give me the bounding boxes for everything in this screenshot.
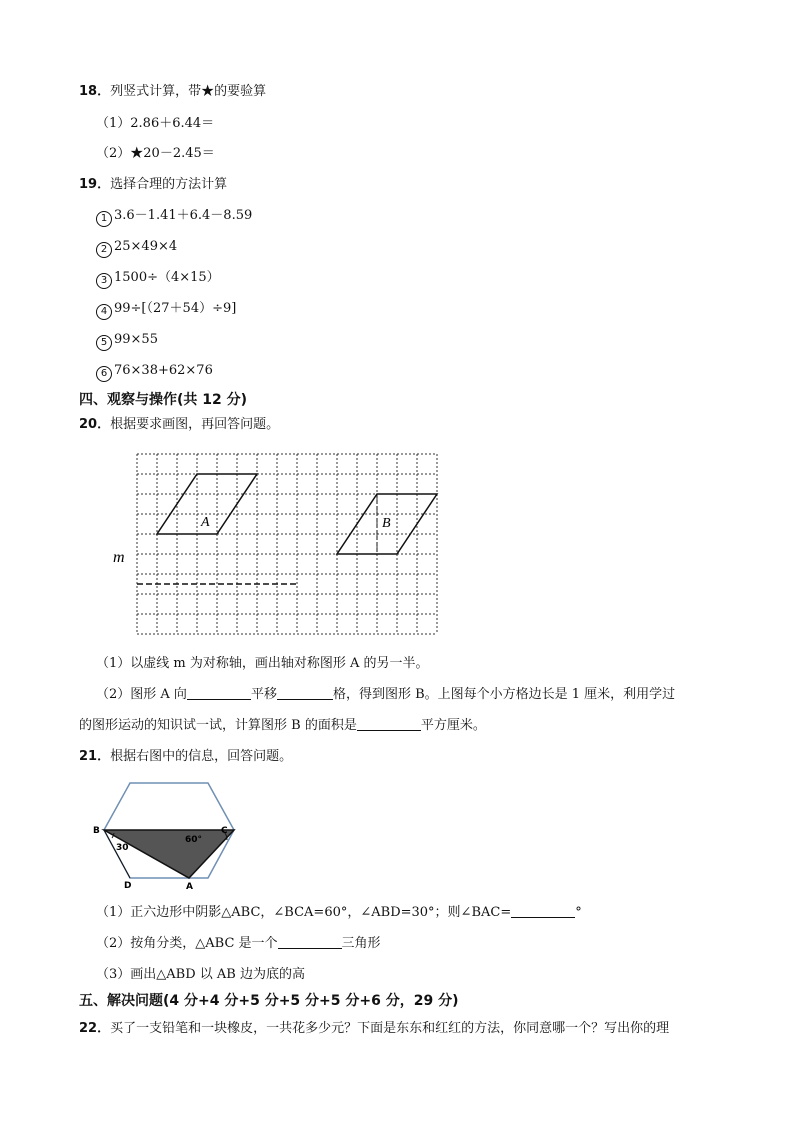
q20-part-2-text-b: 平移 — [250, 687, 277, 702]
q18-title: 列竖式计算，带★的要验算 — [110, 84, 267, 99]
circled-number-2: 2 — [96, 242, 112, 258]
q21-part-1-text: （1）正六边形中阴影△ABC，∠BCA=60°，∠ABD=30°；则∠BAC= — [96, 905, 512, 920]
answer-blank-direction[interactable] — [187, 687, 251, 700]
q19-item-text: 1500÷（4×15） — [114, 270, 220, 285]
q19-item-text: 76×38+62×76 — [114, 363, 213, 378]
section-4-heading: 四、观察与操作(共 12 分) — [79, 392, 248, 408]
q19-item-3 — [96, 270, 220, 289]
q19-item-text: 3.6－1.41＋6.4－8.59 — [114, 208, 253, 223]
q18-number: 18． — [79, 84, 111, 99]
angle-30-label: 30 — [116, 843, 129, 853]
circled-number-5: 5 — [96, 335, 112, 351]
q22-heading — [79, 1021, 669, 1037]
q21-part-2-text-b: 三角形 — [341, 936, 381, 951]
q19-heading — [79, 177, 227, 193]
label-d: D — [124, 881, 132, 891]
angle-60-label: 60° — [185, 835, 203, 845]
q19-item-1 — [96, 208, 252, 227]
q20-heading — [79, 417, 279, 433]
q19-item-text: 25×49×4 — [114, 239, 178, 254]
q20-number: 20． — [79, 417, 111, 432]
q19-item-5 — [96, 332, 158, 351]
circled-number-6: 6 — [96, 366, 112, 382]
q19-title: 选择合理的方法计算 — [110, 177, 228, 192]
q20-part-2-text-a: （2）图形 A 向 — [96, 687, 187, 702]
circled-number-3: 3 — [96, 273, 112, 289]
q21-part-2 — [96, 936, 381, 952]
answer-blank-triangle-type[interactable] — [278, 936, 342, 949]
q20-part-2-text-d: 的图形运动的知识试一试，计算图形 B 的面积是 — [79, 718, 357, 733]
degree-sign: ° — [575, 905, 582, 920]
q21-part-2-text: （2）按角分类，△ABC 是一个 — [96, 936, 278, 951]
label-b: B — [93, 826, 100, 836]
q21-part-3: （3）画出△ABD 以 AB 边为底的高 — [96, 967, 305, 982]
grid-figure — [110, 448, 445, 640]
q19-item-6 — [96, 363, 213, 382]
q22-title: 买了一支铅笔和一块橡皮，一共花多少元？下面是东东和红红的方法，你同意哪一个？写出你的理 — [110, 1021, 670, 1036]
label-b: B — [382, 516, 391, 531]
q20-part-2-text-c: 格，得到图形 B。上图每个小方格边长是 1 厘米，利用学过 — [332, 687, 676, 702]
q22-number: 22． — [79, 1021, 111, 1036]
shaded-triangle-abc — [104, 830, 234, 878]
label-a: A — [201, 515, 210, 530]
q20-part-1: （1）以虚线 m 为对称轴，画出轴对称图形 A 的另一半。 — [96, 656, 429, 671]
q19-item-text: 99÷[（27＋54）÷9] — [114, 301, 237, 316]
label-c: C — [221, 826, 228, 836]
q19-item-4 — [96, 301, 236, 320]
answer-blank-cells[interactable] — [277, 687, 333, 700]
q20-part-2-text-e: 平方厘米。 — [420, 718, 486, 733]
q20-part-2-line1 — [96, 687, 675, 703]
section-5-heading: 五、解决问题(4 分+4 分+5 分+5 分+5 分+6 分，29 分) — [79, 993, 459, 1009]
q21-part-1 — [96, 905, 582, 921]
q21-number: 21． — [79, 749, 111, 764]
q18-item-2: （2）★20－2.45＝ — [96, 146, 215, 161]
answer-blank-angle[interactable] — [511, 905, 575, 918]
grid-lines — [137, 454, 437, 634]
q20-title: 根据要求画图，再回答问题。 — [110, 417, 280, 432]
circled-number-4: 4 — [96, 304, 112, 320]
q19-number: 19． — [79, 177, 111, 192]
q18-heading — [79, 84, 266, 100]
answer-blank-area[interactable] — [357, 718, 421, 731]
q18-item-1: （1）2.86＋6.44＝ — [96, 116, 215, 131]
circled-number-1: 1 — [96, 211, 112, 227]
q19-item-2 — [96, 239, 177, 258]
q20-part-2-line2 — [79, 718, 486, 734]
label-a: A — [186, 882, 193, 892]
label-m: m — [113, 549, 125, 566]
q21-title: 根据右图中的信息，回答问题。 — [110, 749, 293, 764]
hexagon-figure — [90, 778, 250, 892]
q19-item-text: 99×55 — [114, 332, 158, 347]
q21-heading — [79, 749, 292, 765]
